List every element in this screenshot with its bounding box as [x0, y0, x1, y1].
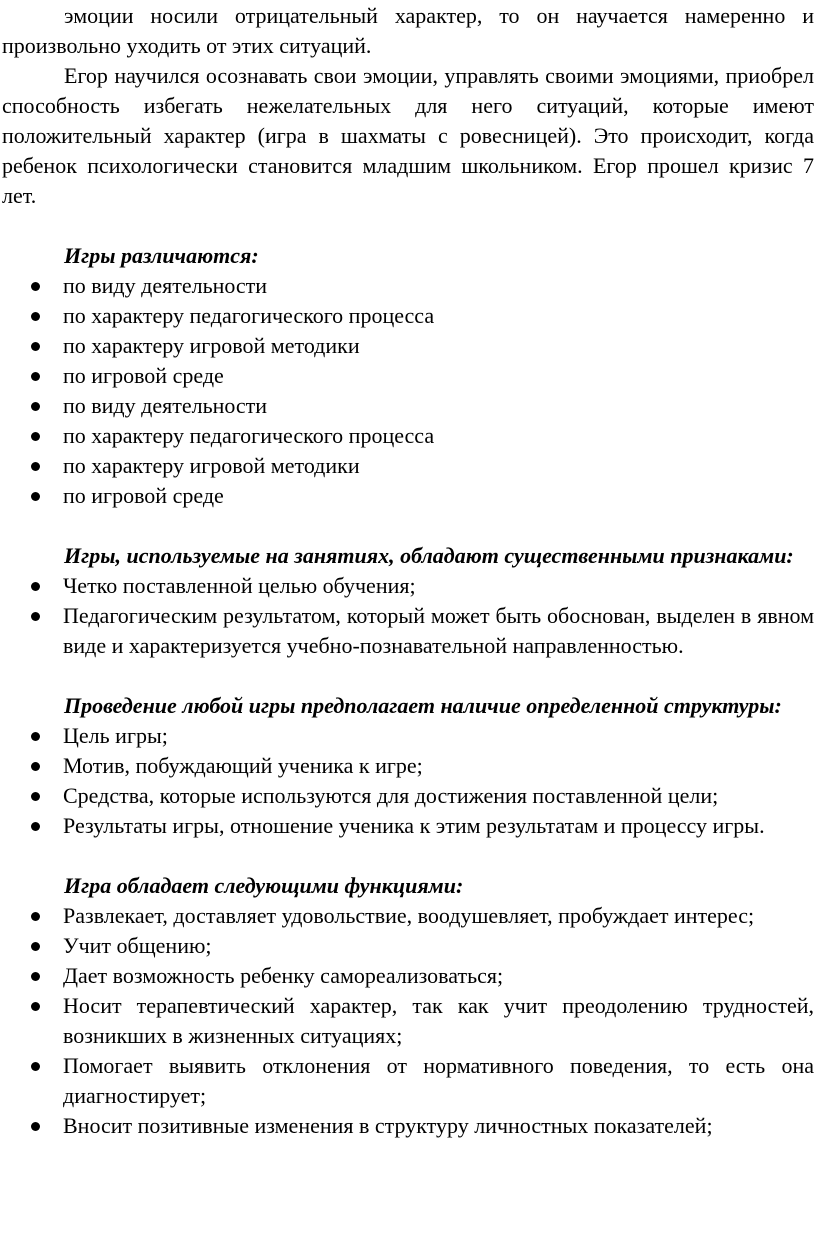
bullet-icon	[31, 492, 40, 501]
bullet-list-4	[2, 901, 814, 1141]
list-item-text: по характеру игровой методики	[63, 333, 360, 358]
list-item	[2, 571, 814, 601]
list-item	[2, 781, 814, 811]
bullet-icon	[31, 792, 40, 801]
intro-paragraph-1: эмоции носили отрицательный характер, то он научается намеренно и произвольно уходить от этих ситуаций.	[2, 3, 814, 58]
list-item-text: Педагогическим результатом, который может быть обоснован, выделен в явном виде и характеризуется учебно-познавательной направленностью.	[63, 603, 814, 658]
list-item-text: Мотив, побуждающий ученика к игре;	[63, 753, 423, 778]
list-item-text: по характеру игровой методики	[63, 453, 360, 478]
list-item	[2, 451, 814, 481]
bullet-icon	[31, 282, 40, 291]
list-item	[2, 301, 814, 331]
list-item	[2, 901, 814, 931]
bullet-icon	[31, 312, 40, 321]
list-item	[2, 391, 814, 421]
list-item	[2, 361, 814, 391]
list-item-text: Помогает выявить отклонения от нормативного поведения, то есть она диагностирует;	[63, 1053, 814, 1108]
list-item-text: Четко поставленной целью обучения;	[63, 573, 416, 598]
list-item	[2, 961, 814, 991]
list-item-text: Развлекает, доставляет удовольствие, воодушевляет, пробуждает интерес;	[63, 903, 755, 928]
list-item	[2, 1051, 814, 1111]
list-item	[2, 421, 814, 451]
list-item	[2, 811, 814, 841]
list-item	[2, 1111, 814, 1141]
bullet-icon	[31, 372, 40, 381]
bullet-icon	[31, 762, 40, 771]
list-item	[2, 481, 814, 511]
bullet-icon	[31, 972, 40, 981]
bullet-icon	[31, 342, 40, 351]
bullet-list-2	[2, 571, 814, 661]
bullet-icon	[31, 612, 40, 621]
bullet-icon	[31, 462, 40, 471]
bullet-icon	[31, 582, 40, 591]
intro-paragraph-2: Егор научился осознавать свои эмоции, управлять своими эмоциями, приобрел способность избегать нежелательных для него ситуаций, которые имеют положительный характер (игра в шахматы с ровесницей). Это происходит, когда ребенок психологически становится младшим школьником. Егор прошел кризис 7 лет.	[2, 63, 814, 208]
bullet-icon	[31, 432, 40, 441]
section-heading-4: Игра обладает следующими функциями:	[64, 873, 464, 898]
section-heading-1: Игры различаются:	[64, 243, 259, 268]
list-item-text: по характеру педагогического процесса	[63, 423, 435, 448]
list-item	[2, 721, 814, 751]
list-item	[2, 931, 814, 961]
bullet-icon	[31, 1122, 40, 1131]
list-item-text: Цель игры;	[63, 723, 168, 748]
bullet-list-1	[2, 271, 814, 511]
list-item-text: Носит терапевтический характер, так как учит преодолению трудностей, возникших в жизненных ситуациях;	[63, 993, 814, 1048]
list-item-text: по игровой среде	[63, 363, 224, 388]
section-heading-2: Игры, используемые на занятиях, обладают существенными признаками:	[64, 543, 794, 568]
list-item-text: Вносит позитивные изменения в структуру личностных показателей;	[63, 1113, 713, 1138]
document-page	[0, 1, 816, 1246]
bullet-icon	[31, 942, 40, 951]
list-item-text: Дает возможность ребенку самореализоваться;	[63, 963, 504, 988]
list-item	[2, 751, 814, 781]
list-item-text: по характеру педагогического процесса	[63, 303, 435, 328]
list-item	[2, 991, 814, 1051]
section-heading-3: Проведение любой игры предполагает наличие определенной структуры:	[64, 693, 782, 718]
list-item-text: по игровой среде	[63, 483, 224, 508]
bullet-list-3	[2, 721, 814, 841]
bullet-icon	[31, 1062, 40, 1071]
list-item	[2, 331, 814, 361]
list-item	[2, 601, 814, 661]
list-item-text: Средства, которые используются для достижения поставленной цели;	[63, 783, 719, 808]
bullet-icon	[31, 1002, 40, 1011]
list-item	[2, 271, 814, 301]
bullet-icon	[31, 822, 40, 831]
bullet-icon	[31, 732, 40, 741]
bullet-icon	[31, 912, 40, 921]
list-item-text: Результаты игры, отношение ученика к этим результатам и процессу игры.	[63, 813, 765, 838]
bullet-icon	[31, 402, 40, 411]
list-item-text: Учит общению;	[63, 933, 212, 958]
list-item-text: по виду деятельности	[63, 393, 268, 418]
list-item-text: по виду деятельности	[63, 273, 268, 298]
